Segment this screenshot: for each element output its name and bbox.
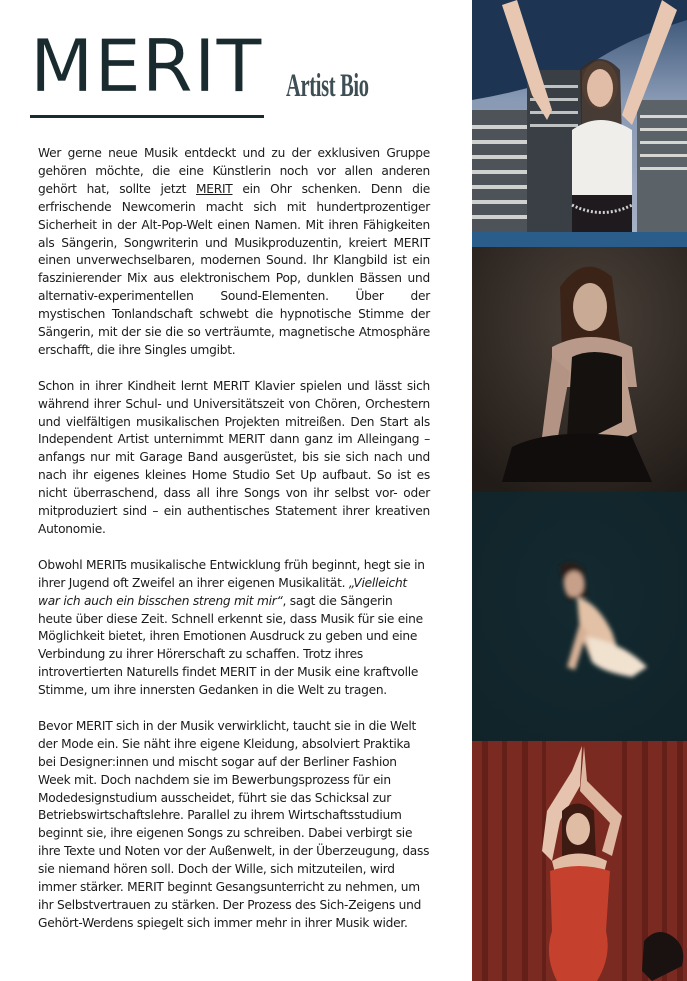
bio-paragraph-3 (38, 557, 430, 700)
photo-4-image (472, 741, 687, 981)
artist-logo-title: MERIT (30, 24, 263, 108)
bio-paragraph-4: Bevor MERIT sich in der Musik verwirklicht, taucht sie in die Welt der Mode ein. Sie näht ihre eigene Kleidung, absolviert Praktika bei Designer:innen und mischt sogar auf der Berliner Fashion Week mit. Doch nachdem sie im Bewerbungsprozess für ein Modedesignstudium ausscheidet, führt sie das Schicksal zur Betriebswirtschaftslehre. Parallel zu ihrem Wirtschaftsstudium beginnt sie, ihre eigenen Songs zu schreiben. Dabei verbirgt sie ihre Texte und Noten vor der Außenwelt, in der Überzeugung, dass sie niemand hören soll. Doch der Wille, sich mitzuteilen, wird immer stärker. MERIT beginnt Gesangsunterricht zu nehmen, um ihr Selbstvertrauen zu stärken. Der Prozess des Sich-Zeigens und Gehört-Werdens spiegelt sich immer mehr in ihrer Musik wider. (38, 718, 430, 930)
photo-dark-teal-blurred (472, 492, 687, 741)
photo-3-image (472, 492, 687, 741)
bio-p3-text-a: Obwohl MERITs musikalische Entwicklung früh beginnt, hegt sie in ihrer Jugend oft Zweifel an ihrer eigenen Musikalität. (38, 557, 425, 590)
bio-paragraph-1 (38, 145, 430, 360)
photo-rooftop-white-top (472, 0, 687, 247)
title-underline (30, 115, 264, 118)
photo-red-dress-curtain (472, 741, 687, 981)
page-subtitle: Artist Bio (286, 68, 369, 104)
photo-1-image (472, 0, 687, 247)
bio-paragraph-2: Schon in ihrer Kindheit lernt MERIT Klavier spielen und lässt sich während ihrer Schul- und Universitätszeit von Chören, Orchestern und vielfältigen musikalischen Projekten mitreißen. Den Start als Independent Artist unternimmt MERIT dann ganz im Alleingang – anfangs nur mit Garage Band ausgerüstet, bis sie sich nach und nach ihr eigenes kleines Home Studio Set Up aufbaut. So ist es nicht überraschend, dass all ihre Songs von ihr selbst vor- oder mitproduziert sind – ein authentisches Statement ihrer kreativen Autonomie. (38, 378, 430, 537)
merit-link[interactable]: MERIT (196, 181, 233, 196)
photo-seated-black-dress (472, 247, 687, 492)
bio-p1-text-b: ein Ohr schenken. Denn die erfrischende Newcomerin macht sich mit hundertprozentiger Sicherheit in der Alt-Pop-Welt einen Namen. Mit ihren Fähigkeiten als Sängerin, Songwriterin und Musikproduzentin, kreiert MERIT einen unverwechselbaren, modernen Sound. Ihr Klangbild ist ein faszinierender Mix aus elektronischem Pop, dunklen Bässen und alternativ-experimentellen Sound-Elementen. Über der mystischen Tonlandschaft schwebt die hypnotische Stimme der Sängerin, mit der sie die so verträumte, magnetische Atmosphäre erschafft, die ihre Singles umgibt. (38, 181, 430, 357)
bio-p1-text-a: Wer gerne neue Musik entdeckt und zu der exklusiven Gruppe gehören möchte, die eine Künstlerin noch vor allen anderen gehört hat, sollte jetzt (38, 146, 430, 196)
bio-quote: „Vielleicht war ich auch ein bisschen streng mit mir“ (38, 575, 407, 608)
photo-2-image (472, 247, 687, 492)
bio-text (38, 145, 430, 951)
bio-p3-text-b: , sagt die Sängerin heute über diese Zeit. Schnell erkennt sie, dass Musik für sie eine Möglichkeit bietet, ihren Emotionen Ausdruck zu geben und eine Verbindung zu ihrer Hörerschaft zu schaffen. Trotz ihres introvertierten Naturells findet MERIT in der Musik eine kraftvolle Stimme, um ihre innersten Gedanken in die Welt zu tragen. (38, 593, 423, 698)
